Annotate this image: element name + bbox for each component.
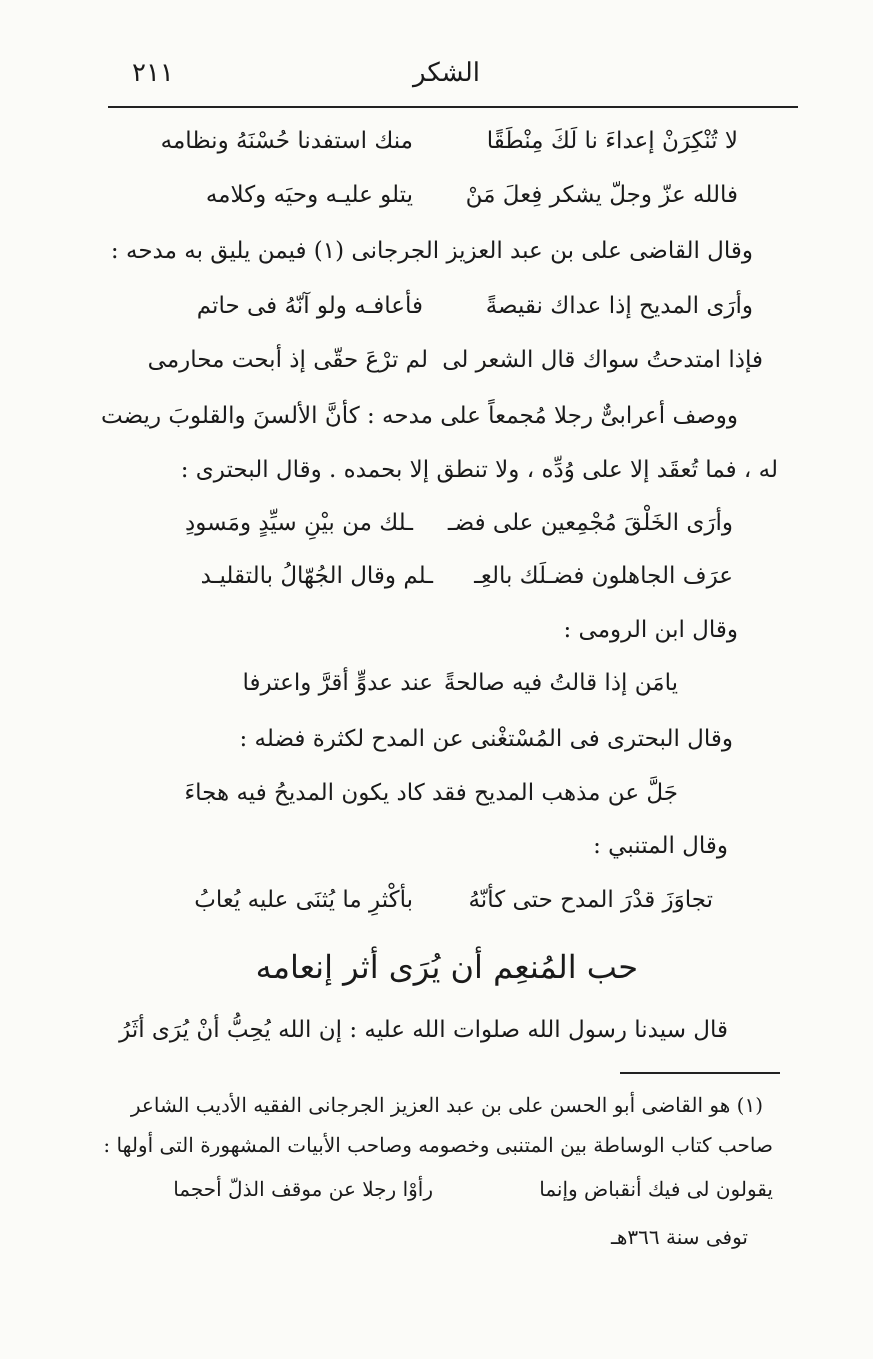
prose-line-1: وقال القاضى على بن عبد العزيز الجرجانى (١) فيمن يليق به مدحه : (110, 238, 753, 264)
page-number: ٢١١ (132, 58, 174, 88)
verse-5-first-hemistich: وأرَى الخَلْقَ مُجْمِعين على فضـ (447, 510, 733, 536)
running-title: الشكر (412, 58, 481, 88)
verse-3-first-hemistich: وأرَى المديح إذا عداك نقيصةً (485, 293, 753, 319)
verse-5-second-hemistich: ـلك من بيْنِ سيِّدٍ ومَسودِ (184, 510, 413, 536)
verse-1-second-hemistich: منك استفدنا حُسْنَهُ ونظامه (160, 128, 413, 154)
prose-line-5: وقال البحترى فى المُسْتغْنى عن المدح لكثرة فضله : (239, 726, 733, 752)
verse-2-second-hemistich: يتلو عليـه وحيَه وكلامه (205, 182, 413, 208)
verse-2-first-hemistich: فالله عزّ وجلّ يشكر فِعلَ مَنْ (465, 182, 738, 208)
prose-line-4: وقال ابن الرومى : (563, 617, 738, 643)
verse-4-first-hemistich: فإذا امتدحتُ سواك قال الشعر لى (442, 347, 763, 373)
verse-7-second-hemistich: عند عدوٍّ أقرَّ واعترفا (242, 670, 433, 696)
footnote-verse-first-hemistich: يقولون لى فيك أنقباض وإنما (539, 1177, 773, 1201)
section-heading: حب المُنعِم أن يُرَى أثر إنعامه (255, 948, 638, 986)
verse-8: جَلَّ عن مذهب المديح فقد كاد يكون المديحُ فيه هجاءَ (184, 780, 678, 806)
verse-3-second-hemistich: فأعافـه ولو آنّهُ فى حاتم (196, 293, 423, 319)
verse-7-first-hemistich: يامَن إذا قالتُ فيه صالحةً (443, 670, 678, 696)
prose-line-7: قال سيدنا رسول الله صلوات الله عليه : إن الله يُحِبُّ أنْ يُرَى أثَرُ (119, 1017, 728, 1043)
prose-line-3: له ، فما تُعقَد إلا على وُدِّه ، ولا تنطق إلا بحمده . وقال البحترى : (180, 457, 778, 483)
footnote-line-1: (١) هو القاضى أبو الحسن على بن عبد العزيز الجرجانى الفقيه الأديب الشاعر (130, 1093, 763, 1117)
verse-6-first-hemistich: عرَف الجاهلون فضـلَك بالعِـ (474, 563, 733, 589)
prose-line-6: وقال المتنبي : (593, 833, 728, 859)
footnote-line-3: توفى سنة ٣٦٦هـ (611, 1225, 748, 1249)
verse-9-second-hemistich: بأكْثرِ ما يُثنَى عليه يُعابُ (194, 887, 413, 913)
verse-4-second-hemistich: لم ترْعَ حقّى إذ أبحت محارمى (147, 347, 428, 373)
footnote-line-2: صاحب كتاب الوساطة بين المتنبى وخصومه وصاحب الأبيات المشهورة التى أولها : (103, 1133, 773, 1157)
verse-1-first-hemistich: لا تُنْكِرَنْ إعداءَ نا لَكَ مِنْطَقًا (486, 128, 738, 154)
verse-9-first-hemistich: تجاوَزَ قدْرَ المدح حتى كأنّهُ (468, 887, 713, 913)
verse-6-second-hemistich: ـلم وقال الجُهّالُ بالتقليـد (200, 563, 433, 589)
footnote-verse-second-hemistich: رأوْا رجلا عن موقف الذلّ أحجما (173, 1177, 433, 1201)
footnote-rule (620, 1072, 780, 1074)
prose-line-2: ووصف أعرابىٌّ رجلا مُجمعاً على مدحه : كأنَّ الألسنَ والقلوبَ ريضت (101, 403, 738, 429)
header-rule (108, 106, 798, 108)
running-head (110, 58, 783, 98)
